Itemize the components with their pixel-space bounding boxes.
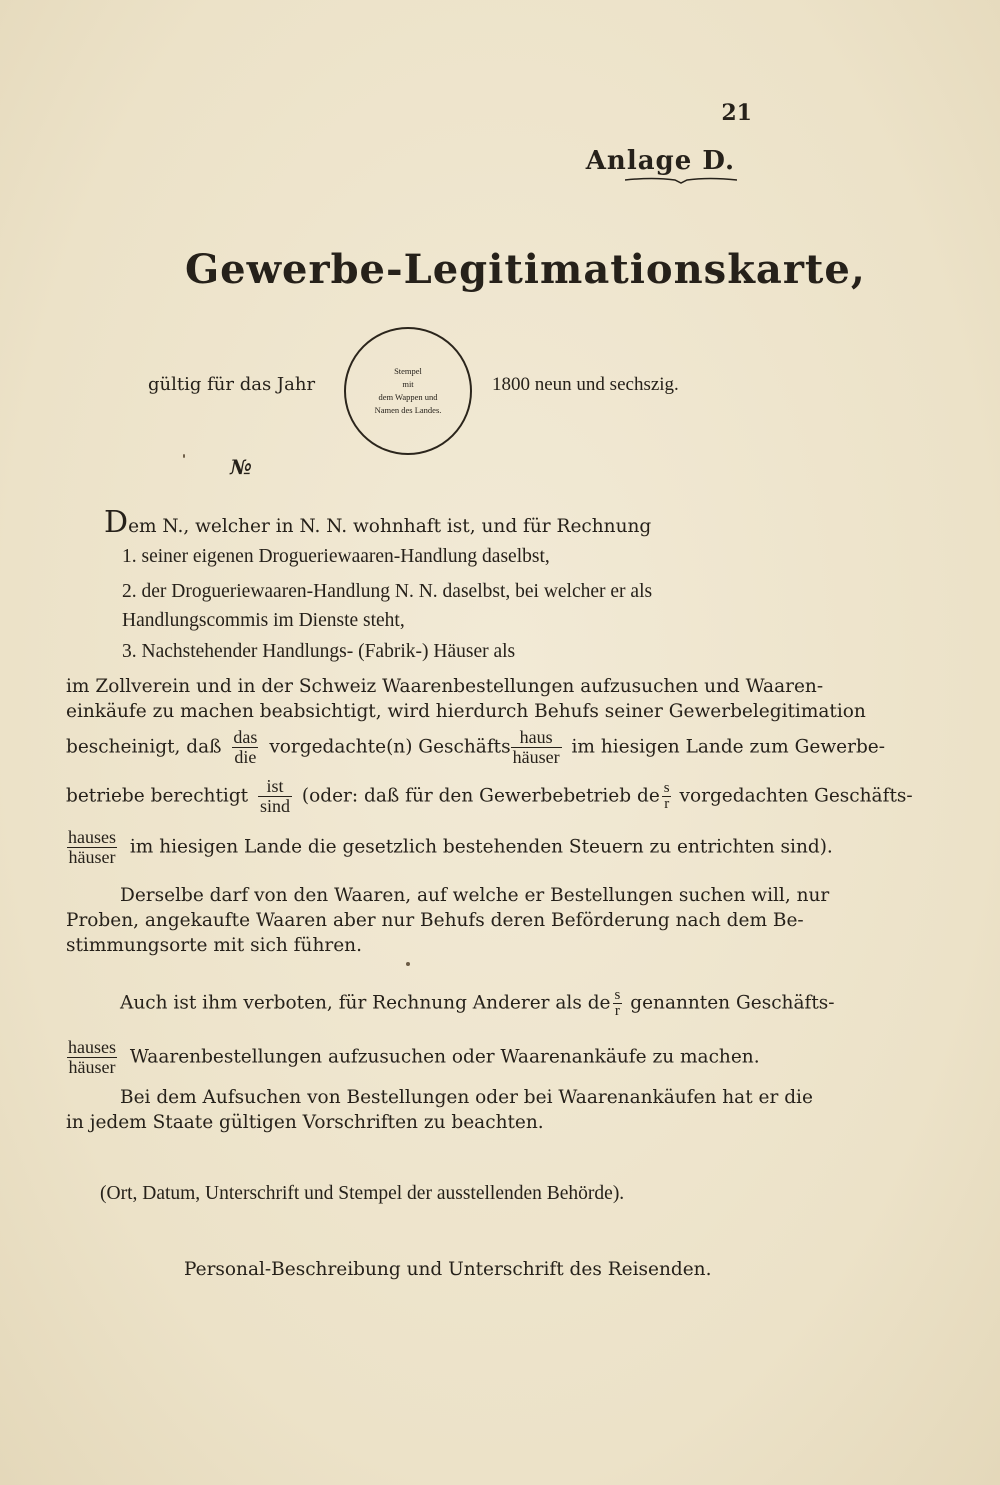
- paragraph-auch: [120, 988, 835, 1019]
- fraction-s-r: [662, 781, 672, 812]
- fraction-top: ist: [266, 776, 284, 796]
- list-item-3: 3. Nachstehender Handlungs- (Fabrik-) Häuser als: [122, 641, 516, 662]
- text-line-betriebe: [66, 777, 913, 816]
- fraction-top: hauses: [68, 1037, 116, 1057]
- ink-speck: [406, 962, 410, 966]
- text-segment: im hiesigen Lande zum Gewerbe-: [571, 736, 885, 758]
- intro-initial: D: [104, 505, 129, 540]
- fraction-hauses-haeuser: [66, 828, 118, 867]
- list-item-1: 1. seiner eigenen Drogueriewaaren-Handlung daselbst,: [122, 546, 550, 567]
- text-line-einkaeufe: einkäufe zu machen beabsichtigt, wird hierdurch Behufs seiner Gewerbelegitimation: [66, 701, 866, 722]
- fraction-top: hauses: [68, 827, 116, 847]
- intro-text: em N., welcher in N. N. wohnhaft ist, und für Rechnung: [128, 516, 652, 537]
- text-segment: (oder: daß für den Gewerbebetrieb de: [301, 785, 660, 807]
- appendix-heading: Anlage D.: [585, 146, 735, 176]
- text-segment: bescheinigt, daß: [66, 736, 222, 758]
- number-sign: №: [230, 455, 252, 479]
- text-segment: genannten Geschäfts-: [630, 992, 835, 1014]
- fraction-bottom: die: [234, 747, 257, 767]
- appendix-underline: [625, 176, 737, 184]
- stamp-text-line: dem Wappen und: [378, 392, 438, 402]
- validity-year: 1800 neun und sechszig.: [492, 374, 679, 395]
- fraction-bottom: häuser: [68, 1057, 116, 1077]
- text-segment: im hiesigen Lande die gesetzlich bestehenden Steuern zu entrichten sind).: [129, 836, 833, 858]
- fraction-bottom: r: [664, 796, 670, 812]
- signature-instruction: (Ort, Datum, Unterschrift und Stempel der ausstellenden Behörde).: [100, 1183, 625, 1204]
- list-item-2-cont: Handlungscommis im Dienste steht,: [122, 610, 405, 631]
- fraction-s-r: [613, 988, 623, 1019]
- fraction-das-die: [231, 728, 259, 767]
- paragraph-derselbe-line-3: stimmungsorte mit sich führen.: [66, 935, 362, 956]
- text-segment: Auch ist ihm verboten, für Rechnung Anderer als de: [120, 992, 611, 1014]
- fraction-top: haus: [519, 727, 553, 747]
- stamp-circle: [344, 327, 472, 455]
- text-line-zollverein: im Zollverein und in der Schweiz Waarenbestellungen aufzusuchen und Waaren-: [66, 676, 824, 697]
- text-segment: vorgedachte(n) Geschäfts: [269, 736, 511, 758]
- fraction-haus-haeuser: [511, 728, 562, 767]
- text-segment: betriebe berechtigt: [66, 785, 249, 807]
- fraction-bottom: r: [614, 1003, 620, 1019]
- fraction-top: s: [663, 780, 670, 796]
- paragraph-bei-line-2: in jedem Staate gültigen Vorschriften zu beachten.: [66, 1112, 544, 1133]
- fraction-bottom: sind: [259, 796, 290, 816]
- text-segment: Waarenbestellungen aufzusuchen oder Waarenankäufe zu machen.: [129, 1046, 760, 1068]
- personal-description-label: Personal-Beschreibung und Unterschrift des Reisenden.: [184, 1259, 712, 1280]
- fraction-top: s: [614, 987, 621, 1003]
- text-line-hauses: [66, 828, 833, 867]
- stamp-text-line: mit: [402, 379, 414, 389]
- paragraph-bei-line-1: Bei dem Aufsuchen von Bestellungen oder bei Waarenankäufen hat er die: [120, 1087, 813, 1108]
- text-line-bescheinigt: [66, 728, 885, 767]
- text-line-hauses-2: [66, 1038, 760, 1077]
- text-segment: vorgedachten Geschäfts-: [679, 785, 913, 807]
- intro-line: [104, 505, 652, 540]
- list-item-2: 2. der Drogueriewaaren-Handlung N. N. daselbst, bei welcher er als: [122, 581, 653, 602]
- fraction-bottom: häuser: [512, 747, 560, 767]
- paragraph-derselbe-line-2: Proben, angekaufte Waaren aber nur Behufs deren Beförderung nach dem Be-: [66, 910, 804, 931]
- fraction-ist-sind: [258, 777, 292, 816]
- stamp-text-line: Stempel: [394, 366, 422, 376]
- ink-speck: [183, 454, 185, 458]
- fraction-bottom: häuser: [68, 847, 116, 867]
- page-number: 21: [721, 100, 752, 126]
- paragraph-derselbe-line-1: Derselbe darf von den Waaren, auf welche er Bestellungen suchen will, nur: [120, 885, 830, 906]
- document-title: Gewerbe-Legitimationskarte,: [185, 246, 866, 293]
- fraction-hauses-haeuser: [66, 1038, 118, 1077]
- fraction-top: das: [233, 727, 258, 747]
- stamp-text-line: Namen des Landes.: [374, 405, 442, 415]
- validity-label: gültig für das Jahr: [148, 374, 316, 395]
